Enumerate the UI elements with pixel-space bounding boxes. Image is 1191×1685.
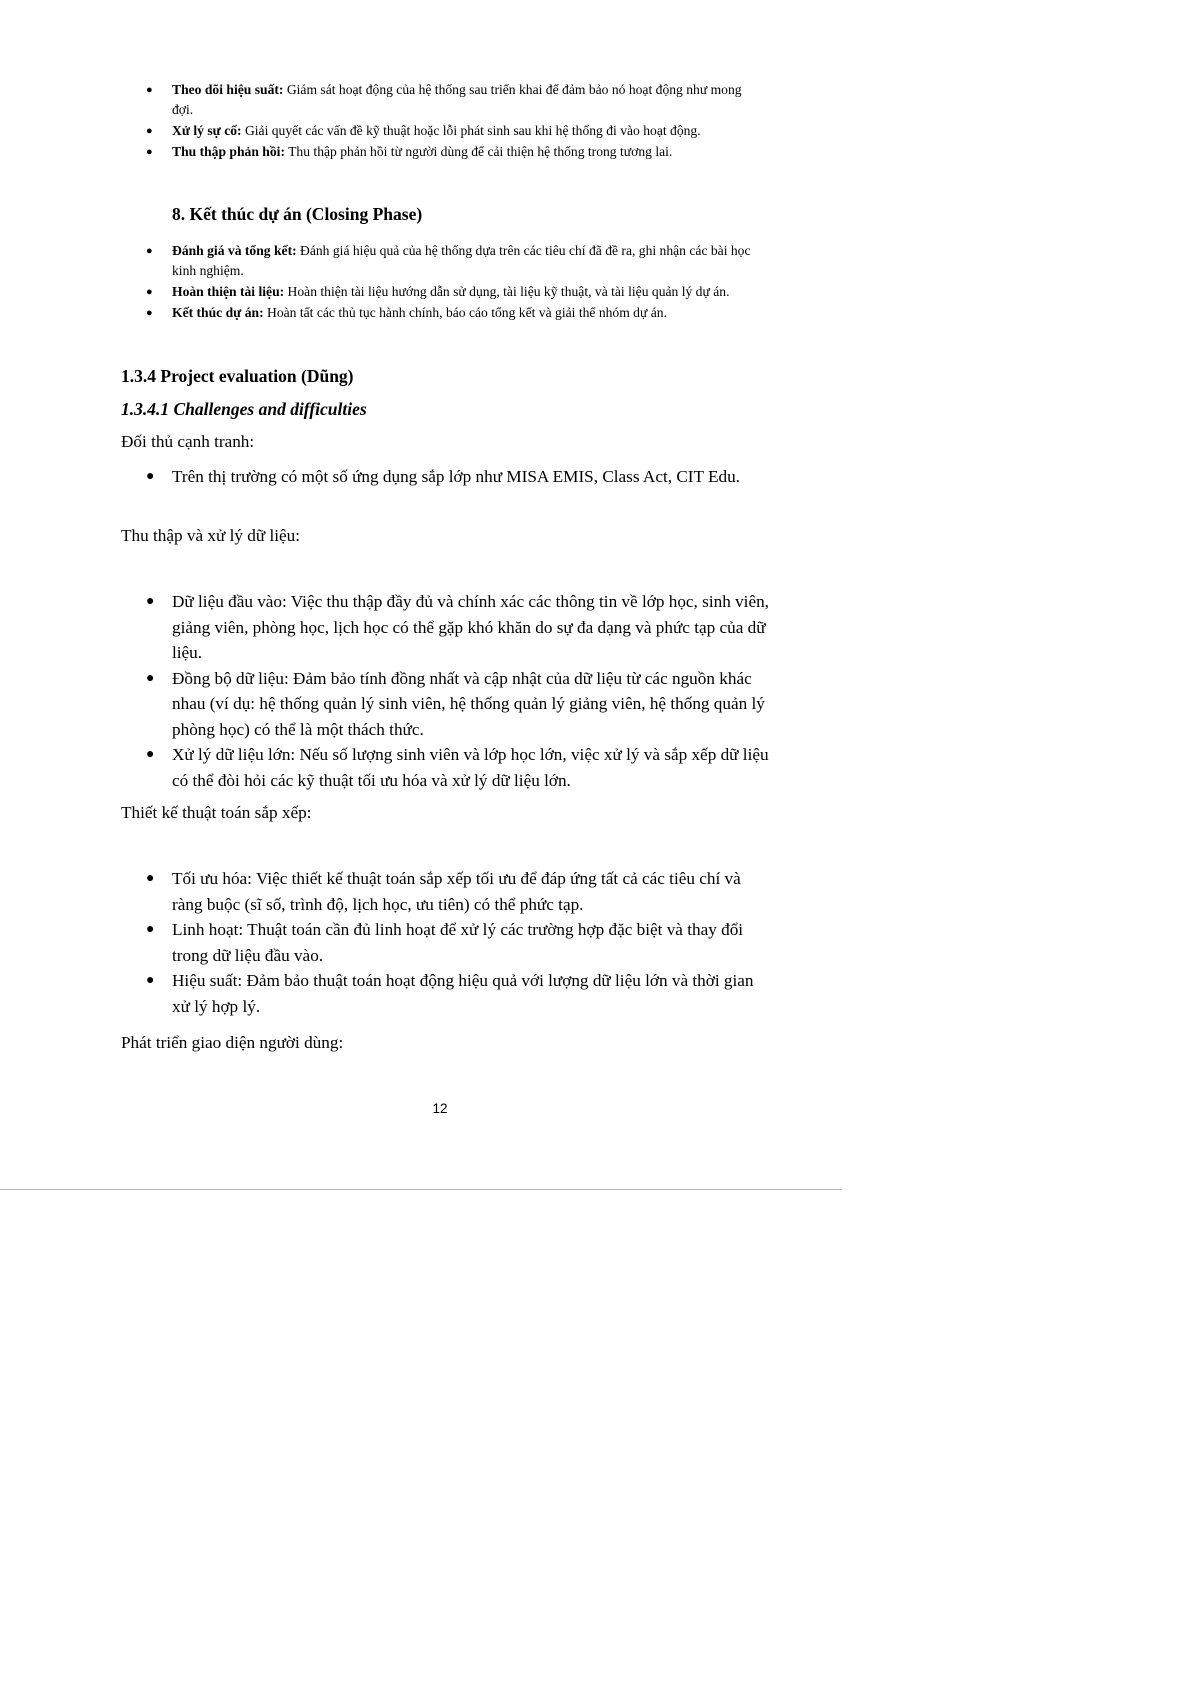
competitors-intro: Đối thủ cạnh tranh: xyxy=(121,432,255,451)
item-label: Theo dõi hiệu suất: xyxy=(172,82,284,97)
bullet-icon: ● xyxy=(146,286,153,298)
subsection-heading: 1.3.4.1 Challenges and difficulties xyxy=(121,399,367,419)
bullet-icon: ● xyxy=(146,871,155,886)
list-item xyxy=(146,464,772,490)
item-label: Đánh giá và tổng kết: xyxy=(172,243,297,258)
data-processing-intro: Thu thập và xử lý dữ liệu: xyxy=(121,526,301,545)
section-heading: 1.3.4 Project evaluation (Dũng) xyxy=(121,366,354,386)
item-text: Giám sát hoạt động của hệ thống sau triển khai để đảm bảo nó hoạt động như mong đợi. xyxy=(172,82,742,117)
item-text: Đồng bộ dữ liệu: Đảm bảo tính đồng nhất và cập nhật của dữ liệu từ các nguồn khác nhau (ví dụ: hệ thống quản lý sinh viên, hệ thống quản lý giảng viên, hệ thống quản lý phòng học) có thể là một thách thức. xyxy=(172,668,765,739)
bullet-icon: ● xyxy=(146,307,153,319)
item-text: Xử lý dữ liệu lớn: Nếu số lượng sinh viên và lớp học lớn, việc xử lý và sắp xếp dữ liệu có thể đòi hỏi các kỹ thuật tối ưu hóa và xử lý dữ liệu lớn. xyxy=(172,745,769,790)
list-item xyxy=(146,589,772,666)
item-label: Thu thập phản hồi: xyxy=(172,144,285,159)
list-item xyxy=(146,121,766,141)
list-item xyxy=(146,142,766,162)
item-text: Thu thập phản hồi từ người dùng để cải thiện hệ thống trong tương lai. xyxy=(284,144,673,159)
list-item xyxy=(146,968,772,1019)
list-item xyxy=(146,866,772,917)
phase8-bullet-list xyxy=(146,241,766,324)
competitors-list xyxy=(146,464,772,490)
item-label: Xử lý sự cố: xyxy=(172,123,242,138)
bullet-icon: ● xyxy=(146,594,155,609)
page-divider xyxy=(0,1189,842,1190)
bullet-icon: ● xyxy=(146,84,153,96)
item-text: Giải quyết các vấn đề kỹ thuật hoặc lỗi phát sinh sau khi hệ thống đi vào hoạt động. xyxy=(241,123,701,138)
top-bullet-list xyxy=(146,80,766,163)
ui-development-intro: Phát triển giao diện người dùng: xyxy=(121,1033,344,1052)
item-label: Hoàn thiện tài liệu: xyxy=(172,284,285,299)
bullet-icon: ● xyxy=(146,922,155,937)
item-label: Kết thúc dự án: xyxy=(172,305,264,320)
list-item xyxy=(146,282,766,302)
bullet-icon: ● xyxy=(146,125,153,137)
item-text: Hoàn tất các thủ tục hành chính, báo cáo tổng kết và giải thể nhóm dự án. xyxy=(263,305,667,320)
item-text: Hiệu suất: Đảm bảo thuật toán hoạt động hiệu quả với lượng dữ liệu lớn và thời gian xử lý hợp lý. xyxy=(172,971,754,1016)
item-text: Trên thị trường có một số ứng dụng sắp lớp như MISA EMIS, Class Act, CIT Edu. xyxy=(172,467,740,486)
bullet-icon: ● xyxy=(146,245,153,257)
list-item xyxy=(146,666,772,743)
list-item xyxy=(146,241,766,281)
item-text: Tối ưu hóa: Việc thiết kế thuật toán sắp xếp tối ưu để đáp ứng tất cả các tiêu chí và ràng buộc (sĩ số, trình độ, lịch học, ưu tiên) có thể phức tạp. xyxy=(172,869,741,914)
algorithm-design-list xyxy=(146,866,772,1019)
list-item xyxy=(146,80,766,120)
item-text: Dữ liệu đầu vào: Việc thu thập đầy đủ và chính xác các thông tin về lớp học, sinh viên, giảng viên, phòng học, lịch học có thể gặp khó khăn do sự đa dạng và phức tạp của dữ liệu. xyxy=(172,592,769,662)
bullet-icon: ● xyxy=(146,469,155,484)
item-text: Đánh giá hiệu quả của hệ thống dựa trên các tiêu chí đã đề ra, ghi nhận các bài học kinh nghiệm. xyxy=(172,243,751,278)
list-item xyxy=(146,917,772,968)
algorithm-design-intro: Thiết kế thuật toán sắp xếp: xyxy=(121,803,312,822)
list-item xyxy=(146,742,772,793)
bullet-icon: ● xyxy=(146,747,155,762)
bullet-icon: ● xyxy=(146,973,155,988)
phase-heading: 8. Kết thúc dự án (Closing Phase) xyxy=(172,204,423,224)
item-text: Hoàn thiện tài liệu hướng dẫn sử dụng, tài liệu kỹ thuật, và tài liệu quản lý dự án. xyxy=(284,284,730,299)
page-number: 12 xyxy=(432,1101,448,1116)
data-processing-list xyxy=(146,589,772,793)
item-text: Linh hoạt: Thuật toán cần đủ linh hoạt để xử lý các trường hợp đặc biệt và thay đổi trong dữ liệu đầu vào. xyxy=(172,920,744,965)
bullet-icon: ● xyxy=(146,146,153,158)
list-item xyxy=(146,303,766,323)
bullet-icon: ● xyxy=(146,670,155,686)
